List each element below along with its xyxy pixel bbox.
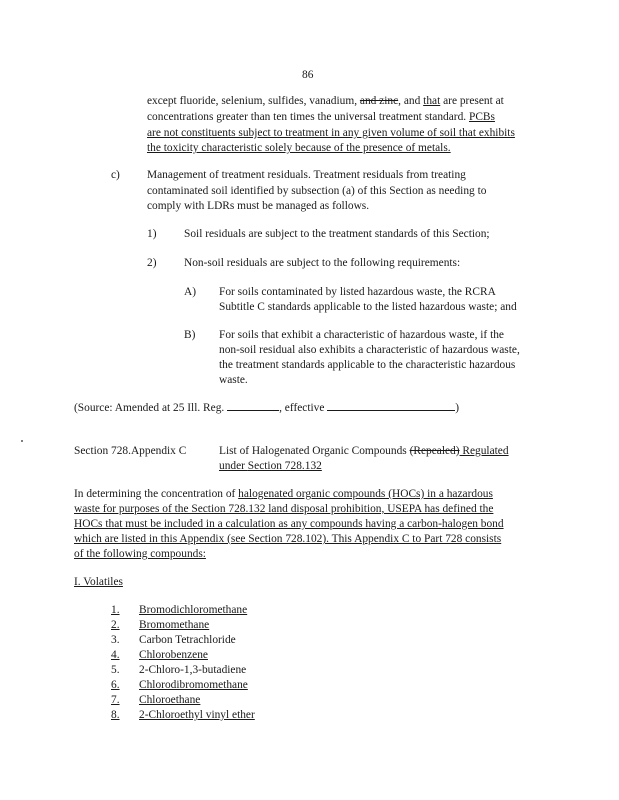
item-c-line-2: contaminated soil identified by subsection (a) of this Section as needing to [147,185,487,197]
para-top-line-2: concentrations greater than ten times the universal treatment standard. PCBs [147,111,495,123]
compound-number: 1. [111,604,120,616]
compound-name: Bromomethane [139,619,210,631]
inserted-text: that [423,95,441,107]
compound-name: Chlorodibromomethane [139,679,248,691]
para-hoc-line-1: In determining the concentration of halogenated organic compounds (HOCs) in a hazardous [74,488,493,500]
compound-number: 6. [111,679,120,691]
deleted-text: (Repealed) [409,445,460,457]
item-c-marker: c) [111,169,120,181]
item-2-marker: 2) [147,257,157,269]
item-c-line-1: Management of treatment residuals. Treatment residuals from treating [147,169,466,181]
item-A-marker: A) [184,286,197,298]
appendix-title-line-1: List of Halogenated Organic Compounds (Repealed) Regulated [219,445,509,457]
item-A-line-2: Subtitle C standards applicable to the listed hazardous waste; and [219,301,517,313]
item-c-line-3: comply with LDRs must be managed as follows. [147,200,370,212]
para-top-line-3: are not constituents subject to treatment in any given volume of soil that exhibits [147,127,515,139]
scan-speck [21,440,23,442]
effective-blank [327,399,455,411]
compound-number: 4. [111,649,120,661]
compound-number: 7. [111,694,120,706]
para-hoc-line-3: HOCs that must be included in a calculation as any compounds having a carbon-halogen bond [74,518,504,530]
item-2-text: Non-soil residuals are subject to the following requirements: [184,257,461,269]
item-1-text: Soil residuals are subject to the treatment standards of this Section; [184,228,490,240]
item-B-line-4: waste. [219,374,248,386]
para-hoc-line-4: which are listed in this Appendix (see Section 728.102). This Appendix C to Part 728 consists [74,533,502,545]
compound-name: Chloroethane [139,694,201,706]
para-top-line-4: the toxicity characteristic solely because of the presence of metals. [147,142,451,154]
item-B-marker: B) [184,329,196,341]
compound-number: 8. [111,709,120,721]
item-B-line-1: For soils that exhibit a characteristic of hazardous waste, if the [219,329,504,341]
inserted-text: halogenated organic compounds (HOCs) in a hazardous [238,488,493,500]
deleted-text: and zinc [359,95,399,107]
para-hoc-line-2: waste for purposes of the Section 728.132 land disposal prohibition, USEPA has defined the [74,503,494,515]
item-1-marker: 1) [147,228,157,240]
inserted-text: Regulated [459,445,509,457]
inserted-text: PCBs [468,111,495,123]
appendix-title-line-2: under Section 728.132 [219,460,322,472]
compound-name: 2-Chloroethyl vinyl ether [139,709,255,721]
compound-number: 2. [111,619,120,631]
item-B-line-2: non-soil residual also exhibits a characteristic of hazardous waste, [219,344,520,356]
compound-name: Carbon Tetrachloride [139,634,236,646]
inserted-text: because of the presence of metals. [295,142,451,154]
compound-name: Chlorobenzene [139,649,208,661]
item-B-line-3: the treatment standards applicable to the characteristic hazardous [219,359,516,371]
source-note: (Source: Amended at 25 Ill. Reg. , effective ) [74,399,459,416]
compound-number: 3. [111,634,120,646]
compound-name: 2-Chloro-1,3-butadiene [139,664,247,676]
page-number: 86 [302,69,314,81]
item-A-line-1: For soils contaminated by listed hazardous waste, the RCRA [219,286,496,298]
reg-blank [227,399,279,411]
volatiles-heading: I. Volatiles [74,576,123,588]
compound-name: Bromodichloromethane [139,604,248,616]
para-hoc-line-5: of the following compounds: [74,548,206,560]
appendix-section: Section 728.Appendix C [74,445,187,457]
compound-number: 5. [111,664,120,676]
para-top-line-1: except fluoride, selenium, sulfides, vanadium, and zinc, and that are present at [147,95,504,107]
